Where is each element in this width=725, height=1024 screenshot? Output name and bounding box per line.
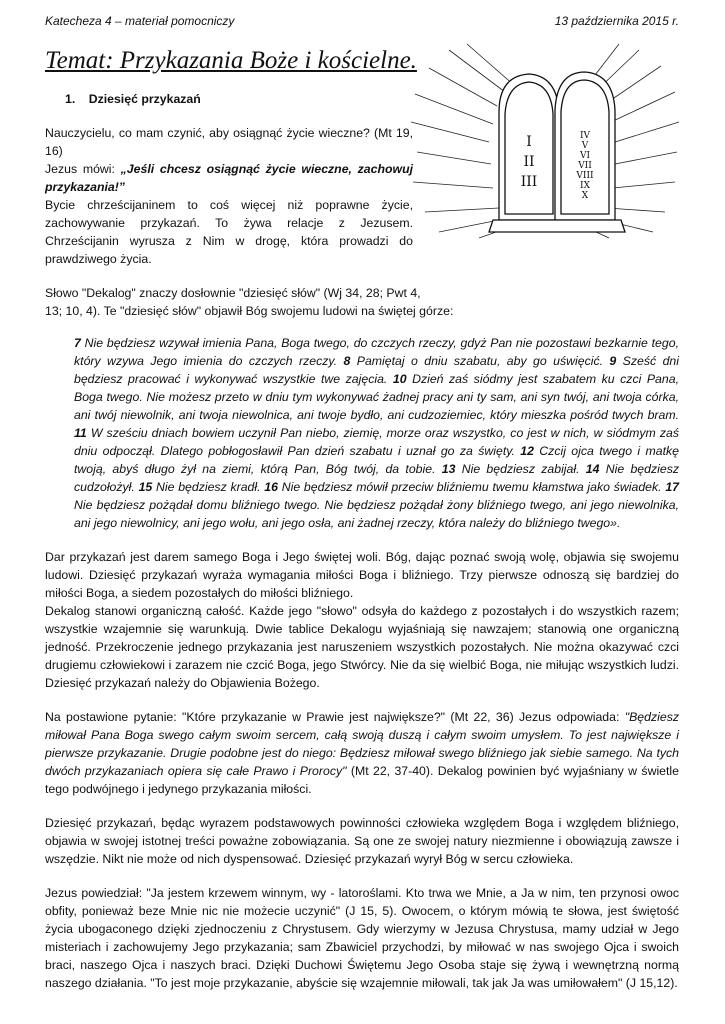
intro-question: Nauczycielu, co mam czynić, aby osiągnąć życie wieczne? (Mt 19, 16) <box>45 126 413 158</box>
intro-jesus: Jezus mówi: <box>45 162 121 176</box>
verse-text: Dzień zaś siódmy jest szabatem ku czci Pana, Boga twego. Nie możesz przeto w dniu tym wykonywać żadnej pracy ani ty sam, ani syn twój, ani twoja córka, ani twój niewolnik, ani twoja niewolnica, ani twoje bydło, ani cudzoziemiec, który mieszka pośród twych bram. <box>74 372 679 422</box>
pytanie-intro: Na postawione pytanie: "Które przykazanie w Prawie jest największe?" (Mt 22, 36) Jezus odpowiada: <box>45 710 625 724</box>
verse-number: 15 <box>138 480 153 494</box>
dekalog-line-2: 13; 10, 4). Te "dziesięć słów" objawił Bóg swojemu ludowi na świętej górze: <box>45 304 454 318</box>
paragraph-pytanie <box>45 708 679 798</box>
verse-number: 17 <box>665 480 679 494</box>
verse-number: 16 <box>264 480 278 494</box>
verse-text: Nie będziesz zabijał. <box>455 462 586 476</box>
intro-rest: Bycie chrześcijaninem to coś więcej niż poprawne życie, zachowywanie przykazań. To żywa relacje z Jezusem. Chrześcijanin wyrusza z Nim w drogę, która prowadzi do prawdziwego życia. <box>45 198 413 266</box>
tablet-left-numeral: III <box>520 174 538 190</box>
commandments-quote <box>74 334 679 532</box>
verse-number: 12 <box>520 444 534 458</box>
tablet-right-numeral: VII <box>578 161 592 171</box>
verse-number: 9 <box>609 354 617 368</box>
paragraph-dar: Dar przykazań jest darem samego Boga i Jego świętej woli. Bóg, dając poznać swoją wolę, objawia się swojemu ludowi. Dziesięć przykazań wyraża wymagania miłości Boga i bliźniego. Trzy pierwsze odnoszą się bardziej do miłości Boga, a siedem pozostałych do miłości bliźniego. <box>45 550 679 600</box>
intro-paragraph <box>45 124 413 268</box>
verse-text: Nie będziesz kradł. <box>152 480 265 494</box>
pytanie-quote: "Będziesz miłował Pana Boga swego całym swoim sercem, całą swoją duszą i całym swoim umysłem. To jest największe i pierwsze przykazanie. Drugie podobne jest do niego: Będziesz miłował swego bliźniego jak siebie samego. Na tych dwóch przykazaniach opiera się całe Prawo i Prorocy" <box>45 710 679 778</box>
tablet-right-numeral: VIII <box>576 171 594 181</box>
verse-number: 14 <box>585 462 600 476</box>
intro-answer: „Jeśli chcesz osiągnąć życie wieczne, zachowuj przykazania!” <box>45 162 413 194</box>
tablet-right-numeral: VI <box>579 151 591 161</box>
paragraph-wyraz: Dziesięć przykazań, będąc wyrazem podstawowych powinności człowieka względem Boga i względem bliźniego, objawia w swojej istotnej treści poważne zobowiązania. Są one ze swojej natury niezmienne i obowiązują zawsze i wszędzie. Nikt nie może od nich dyspensować. Dziesięć przykazań wyrył Bóg w sercu człowieka. <box>45 816 679 866</box>
verse-text: Nie będziesz cudzołożył. <box>74 462 679 494</box>
section-label: Dziesięć przykazań <box>88 92 201 106</box>
tablet-right-numeral: X <box>581 191 589 201</box>
verse-text: Pamiętaj o dniu szabatu, aby go uświęcić. <box>350 354 610 368</box>
page-title: Temat: Przykazania Boże i kościelne. <box>45 47 417 74</box>
tablet-left-numeral: I <box>526 134 532 150</box>
paragraph-dekalog: Dekalog stanowi organiczną całość. Każde jego "słowo" odsyła do każdego z pozostałych i do wszystkich razem; wszystkie wzajemnie się warunkują. Dwie tablice Dekalogu wyjaśniają się nawzajem; stanowią one organiczną jedność. Przekroczenie jednego przykazania jest naruszeniem wszystkich pozostałych. Nie można okazywać czci drugiemu człowiekowi i zarazem nie czcić Boga, jego Stwórcy. Nie da się wielbić Boga, nie miłując wszystkich ludzi. Dziesięć przykazań należy do Objawienia Bożego. <box>45 604 679 690</box>
header-date: 13 października 2015 r. <box>554 14 679 28</box>
verse-number: 13 <box>441 462 456 476</box>
tablet-right-numeral: IX <box>580 181 590 191</box>
tablet-left-numeral: II <box>523 154 535 170</box>
verse-text: Czcij ojca twego i matkę twoją, abyś długo żył na ziemi, którą Pan, Bóg twój, da tobie. <box>74 444 679 476</box>
verse-number: 7 <box>74 336 81 350</box>
pytanie-end: (Mt 22, 37-40). Dekalog powinien być wyjaśniany w świetle tego podwójnego i jedynego przykazania miłości. <box>45 764 680 796</box>
document-page <box>45 12 679 992</box>
verse-text: Nie będziesz wzywał imienia Pana, Boga twego, do czczych rzeczy, gdyż Pan nie pozostawi bezkarnie tego, który wzywa Jego imienia do czczych rzeczy. <box>74 336 679 368</box>
verse-text: W sześciu dniach bowiem uczynił Pan niebo, ziemię, morze oraz wszystko, co jest w nich, w siódmym zaś dniu odpoczął. Dlatego pobłogosławił Pan dzień szabatu i uznał go za święty. <box>74 426 679 458</box>
tablet-right-numeral: IV <box>579 131 591 141</box>
verse-number: 11 <box>74 426 87 440</box>
dekalog-line-1: Słowo "Dekalog" znaczy dosłownie "dziesięć słów" (Wj 34, 28; Pwt 4, <box>45 286 421 300</box>
verse-text: Nie będziesz mówił przeciw bliźniemu twemu kłamstwa jako świadek. <box>277 480 666 494</box>
section-heading <box>65 90 679 108</box>
paragraph-jezus: Jezus powiedział: "Ja jestem krzewem winnym, wy - latoroślami. Kto trwa we Mnie, a Ja w nim, ten przynosi owoc obfity, ponieważ beze Mnie nic nie możecie uczynić" (J 15, 5). Owocem, o którym mówią te słowa, jest świętość życia ubogaconego dzięki zjednoczeniu z Chrystusem. Gdy wierzymy w Jezusa Chrystusa, mamy udział w Jego misteriach i zachowujemy Jego przykazania; sam Zbawiciel przychodzi, by miłować w nas swojego Ojca i swoich braci, naszego Ojca i naszych braci. Dzięki Duchowi Świętemu Jego Osoba staje się żywą i wewnętrzną normą naszego działania. "To jest moje przykazanie, abyście się wzajemnie miłowali, tak jak Ja was umiłowałem" (J 15,12). <box>45 886 679 990</box>
verse-text: Nie będziesz pożądał domu bliźniego twego. Nie będziesz pożądał żony bliźniego twego, ani jego niewolnika, ani jego niewolnicy, ani jego wołu, ani jego osła, ani żadnej rzeczy, która należy do bliźniego twego». <box>74 498 679 530</box>
verse-number: 8 <box>343 354 351 368</box>
tablet-right-numeral: V <box>581 141 589 151</box>
section-number: 1. <box>65 92 76 106</box>
verse-text: Sześć dni będziesz pracować i wykonywać wszystkie twe zajęcia. <box>74 354 679 386</box>
page-header <box>45 12 679 30</box>
verse-number: 10 <box>392 372 407 386</box>
header-left: Katecheza 4 – materiał pomocniczy <box>45 14 235 28</box>
dekalog-paragraph <box>45 284 679 320</box>
